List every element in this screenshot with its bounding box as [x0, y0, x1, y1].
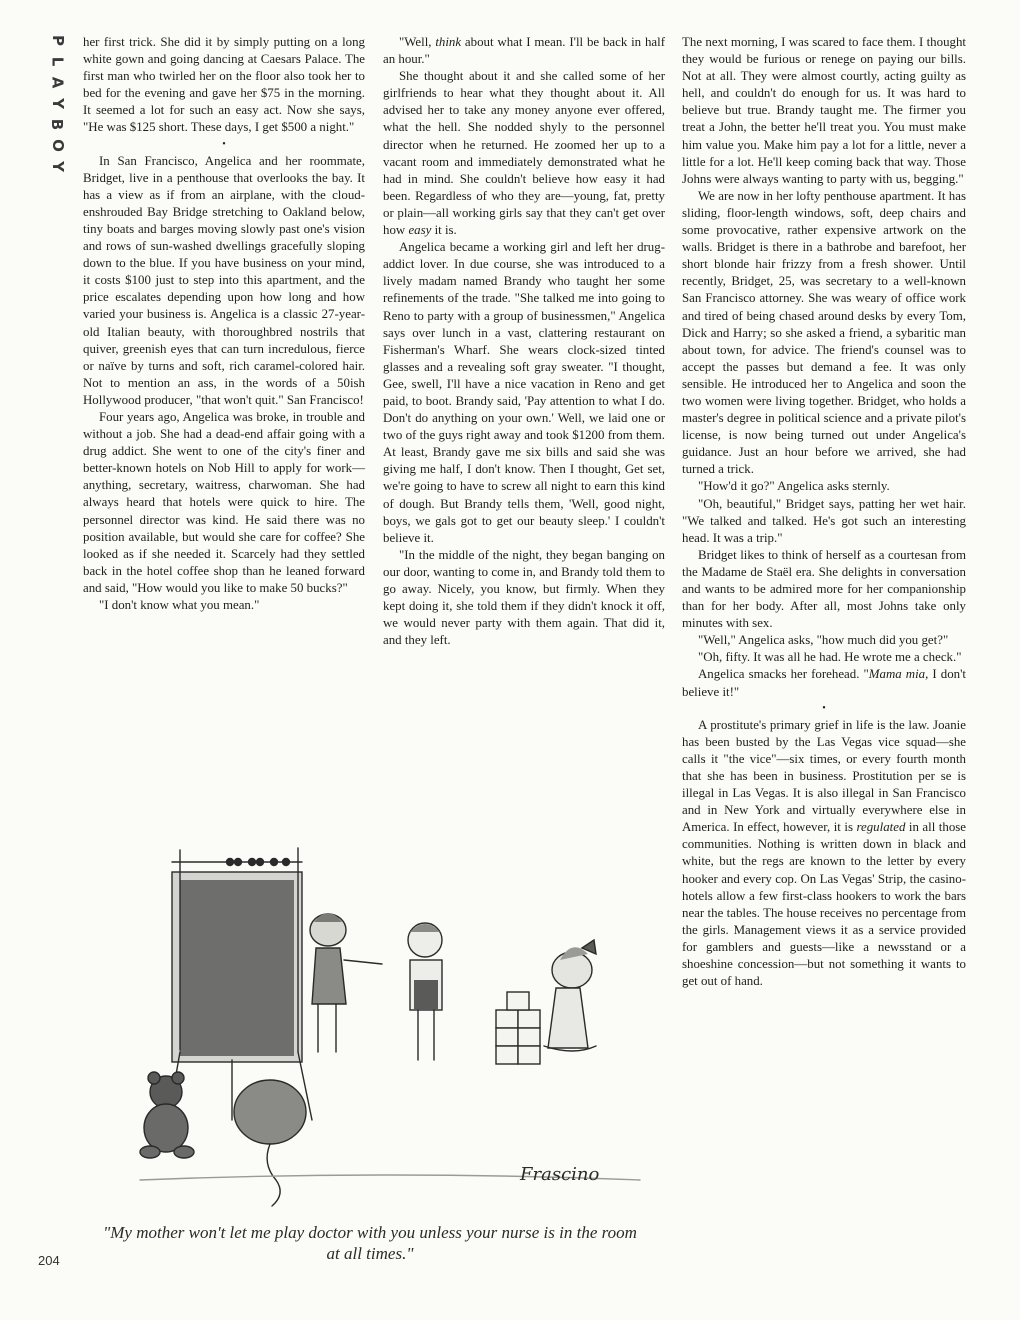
paragraph: "Oh, fifty. It was all he had. He wrote me a check." [698, 650, 962, 665]
teddy-bear [140, 1072, 194, 1158]
paragraph: She thought about it and she called some of her girlfriends to hear what they thought about it. All advised her to take any money anyone ever offered, what the hell. She nodded shyly to the personnel director when he returned. He zoomed her up to a vacant room and immediately demonstrated what he had in mind. She couldn't believe how easy it had been. Regardless of who they are—young, fat, pretty or plain—all working girls say that they can't get over how easy it is. [383, 69, 665, 238]
paragraph: "Well," Angelica asks, "how much did you get?" [698, 633, 949, 648]
paragraph: Bridget likes to think of herself as a courtesan from the Madame de Staël era. She delights in conversation and wants to be admired more for her companionship than for her body. After all, most Johns take only minutes with sex. [682, 547, 966, 631]
paragraph: "I don't know what you mean." [99, 598, 260, 612]
cartoonist-signature: Frascino [520, 1164, 600, 1185]
paragraph: We are now in her lofty penthouse apartment. It has sliding, floor-length windows, soft, deep chairs and some provocative, rather expensive artwork on the walls. Bridget is there in a bathrobe and barefoot, her short blonde hair frizzy from a fresh shower. Until recently, Bridget, 25, was secretary to a well-known San Francisco attorney. She was weary of office work and tired of being chased around desks by every Tom, Dick and Harry; so she asked a friend, a sybaritic man about town, for advice. The friend's counsel was to accept the passes but demand a fee. It was only sensible. He introduced her to Angelica and soon the two women were living together. Bridget, who holds a master's degree in political science and a private pilot's license, is now being turned out under Angelica's guidance. Just an hour before we arrived, she had turned a trick. [682, 188, 966, 477]
paragraph: A prostitute's primary grief in life is the law. Joanie has been busted by the Las Vegas vice squad—she calls it "the vice"—six times, or every fourth month that she has been in business. Prostitution per se is illegal in Las Vegas. It is also illegal in San Francisco and in New York and virtually everywhere else in America. In effect, however, it is regulated in all those communities. Nothing is written down in black and white, but the regs are known to the letter by every hooker and every cop. On Las Vegas' Strip, the casino-hotels allow a few first-class hookers to work the bars near the tables. The house receives no percentage from the girls. Management views it as a service provided for gamblers and guests—like a newsstand or a shoeshine concession—but not something it wants to get out of hand. [682, 717, 967, 989]
paragraph: Four years ago, Angelica was broke, in trouble and without a job. She had a dead-end affair going with a drug addict. She went to one of the city's finer and better-known hotels on Nob Hill to apply for work—anything, secretary, waitress, charwoman. She had always heard that hotels were quick to hire. The personnel director was kind. He said there was no position available, but would she care for coffee? She looked as if she needed it. Scarcely had they settled back in the hotel coffee shop than he leaned forward and said, "How would you like to make 50 bucks?" [83, 409, 365, 595]
paragraph: "Oh, beautiful," Bridget says, patting her wet hair. "We talked and talked. He's got such an interesting head. It was a trip." [682, 496, 966, 545]
kneeling-girl-figure [544, 940, 596, 1051]
chalkboard-easel [168, 848, 312, 1120]
page-number: 204 [38, 1253, 60, 1268]
balloon [234, 1080, 306, 1206]
girl-figure [310, 913, 382, 1052]
cartoon-caption: "My mother won't let me play doctor with you unless your nurse is in the room at all times." [103, 1223, 637, 1263]
article-column-3 [682, 34, 966, 990]
section-bullet: • [822, 702, 826, 714]
playboy-vertical-logo: P L A Y B O Y [48, 35, 67, 172]
paragraph: her first trick. She did it by simply putting on a long white gown and going dancing at Caesars Palace. The first man who twirled her on the floor also took her to bed for the evening and gave her $75 in the morning. It seemed a lot for such an easy act. Now she says, "He was $125 short. These days, I get $500 a night." [83, 35, 365, 135]
article-column-1 [83, 34, 365, 614]
toy-blocks [496, 992, 540, 1064]
article-column-2 [383, 34, 665, 649]
paragraph: Angelica became a working girl and left her drug-addict lover. In due course, she was introduced to a lively madam named Brandy who taught her some refinements of the trade. "She talked me into going to Reno to party with a group of businessmen," Angelica says over lunch in a vast, clattering restaurant on Fisherman's Wharf. She wears clock-sized tinted glasses and a revealing soft gray sweater. "I thought, Gee, swell, I'll have a nice vacation in Reno and get paid, to boot. Brandy said, 'Pay attention to what I do. Don't do anything on your own.' Well, we laid one or two of the guys right away and took $1200 from them. At least, Brandy gave me six bills and said she was giving me half, I don't know. Then I thought, Get set, we're going to have to screw all night to earn this kind of dough. But Brandy tells them, 'Well, good night, boys, we gals got to get our beauty sleep.' I couldn't believe it. [383, 240, 665, 545]
boy-figure [408, 923, 442, 1060]
paragraph: In San Francisco, Angelica and her roommate, Bridget, live in a penthouse that overlooks the bay. It has a view as if from an airplane, with the cloud-enshrouded Bay Bridge stretching to Oakland below, tiny boats and barges moving slowly past one's vision and rows of sun-washed dwellings gracefully sloping down to the blue. If you have business on your mind, it costs $100 just to step into this apartment, and the price escalates depending upon how long and how varied your business is. Angelica is a classic 27-year-old Italian beauty, with thoroughbred nostrils that quiver, greenish eyes that can turn incredulous, fierce or naïve by turns and soft, rich caramel-colored hair. Not to mention an ass, in the words of a 50ish Hollywood producer, "that won't quit." San Francisco! [83, 153, 365, 407]
section-bullet: • [222, 138, 226, 150]
cartoon-illustration [120, 820, 660, 1220]
paragraph: "How'd it go?" Angelica asks sternly. [698, 479, 890, 494]
paragraph: Angelica smacks her forehead. "Mama mia, I don't believe it!" [682, 667, 966, 699]
paragraph: "Well, think about what I mean. I'll be back in half an hour." [383, 35, 665, 67]
paragraph: "In the middle of the night, they began banging on our door, wanting to come in, and Brandy told them to go away. Nicely, you know, but firmly. When they kept doing it, she told them if they didn't knock it off, we would never party with them again. That did it, and they left. [383, 547, 665, 648]
paragraph: The next morning, I was scared to face them. I thought they would be furious or renege on paying our bills. Not at all. They were almost courtly, acting guilty as hell, and couldn't do enough for us. It was hard to believe but true. Brandy taught me. The firmer you treat a John, the better he'll treat you. You must make him value you. Make him pay a lot for a little, never a little for a lot. He'll keep coming back that way. Those Johns were always wanting to party with us, begging." [682, 35, 966, 186]
